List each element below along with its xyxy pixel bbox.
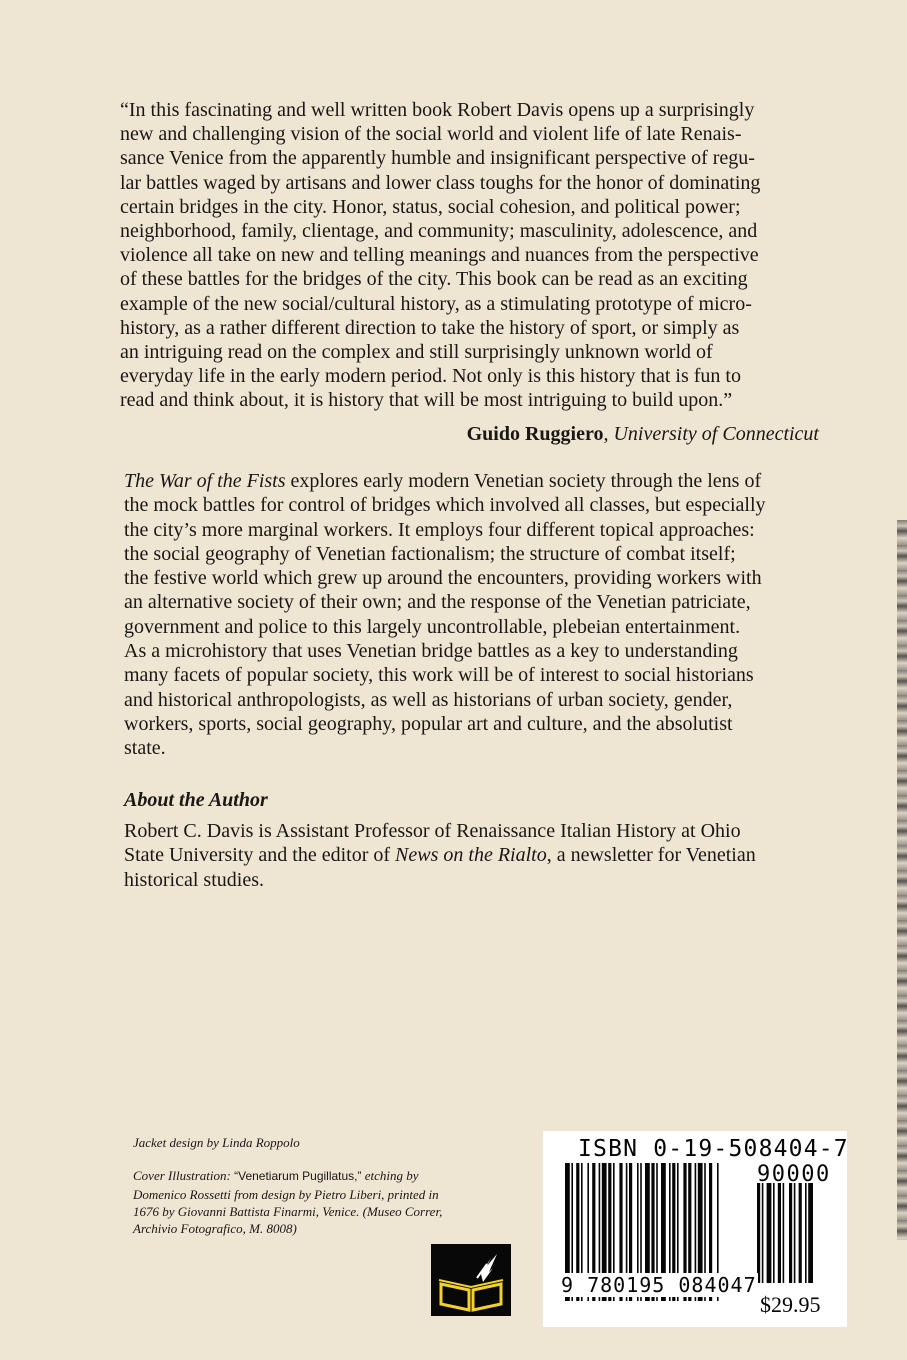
attribution-name: Guido Ruggiero [466, 423, 604, 445]
quote-line: certain bridges in the city. Honor, status, social cohesion, and political power; [120, 195, 741, 218]
description-line: the social geography of Venetian factionalism; the structure of combat itself; [124, 542, 736, 565]
description-line: the festive world which grew up around the encounters, providing workers with [124, 567, 762, 590]
book-title: The War of the Fists [124, 470, 286, 492]
addon-bar [789, 1183, 792, 1283]
addon-bar [757, 1183, 760, 1283]
description-line: many facets of popular society, this work will be of interest to social historians [124, 664, 754, 687]
cover-illustration-credit: Cover Illustration: “Venetiarum Pugillatus,” etching by [133, 1168, 419, 1184]
endorsement-quote [120, 98, 820, 413]
credit-line: Archivio Fotografico, M. 8008) [133, 1221, 297, 1237]
addon-bar [805, 1183, 807, 1283]
newsletter-title: News on the Rialto [395, 844, 547, 867]
addon-bar [794, 1183, 796, 1283]
addon-bar [767, 1183, 772, 1283]
quote-line: history, as a rather different direction to take the history of sport, or simply as [120, 316, 740, 339]
credit-line: 1676 by Giovanni Battista Finarmi, Venice. (Museo Correr, [133, 1203, 443, 1219]
description-line: workers, sports, social geography, popular art and culture, and the absolutist [124, 712, 733, 735]
quote-line: violence all take on new and telling meanings and nuances from the perspective [120, 244, 759, 267]
description-line: the mock battles for control of bridges which involved all classes, but especially [124, 494, 766, 517]
quote-line: lar battles waged by artisans and lower class toughs for the honor of dominating [120, 171, 761, 194]
quote-line: neighborhood, family, clientage, and community; masculinity, adolescence, and [120, 220, 758, 243]
addon-bar [783, 1183, 785, 1283]
addon-bar [773, 1183, 775, 1283]
quote-attribution [467, 422, 819, 446]
about-line: State University and the editor of News on the Rialto, a newsletter for Venetian [124, 844, 756, 867]
description-line: an alternative society of their own; and the response of the Venetian patriciate, [124, 591, 751, 614]
quote-line: “In this fascinating and well written book Robert Davis opens up a surprisingly [120, 99, 755, 121]
about-author-heading: About the Author [124, 789, 268, 811]
addon-bar [799, 1183, 802, 1283]
quote-line: sance Venice from the apparently humble and insignificant perspective of regu- [120, 147, 755, 170]
attribution-institution: University of Connecticut [613, 423, 819, 445]
description-line: and historical anthropologists, as well as historians of urban society, gender, [124, 688, 733, 711]
price-label: $29.95 [760, 1292, 821, 1317]
quote-line: read and think about, it is history that will be most intriguing to build upon.” [120, 389, 733, 412]
quote-line: an intriguing read on the complex and still surprisingly unknown world of [120, 341, 713, 364]
description-line: the city’s more marginal workers. It employs four different topical approaches: [124, 518, 755, 541]
description-line: As a microhistory that uses Venetian bridge battles as a key to understanding [124, 640, 738, 663]
book-description [124, 469, 820, 761]
credit-line: Domenico Rossetti from design by Pietro Liberi, printed in [133, 1186, 439, 1202]
description-line: The War of the Fists explores early modern Venetian society through the lens of [124, 470, 762, 492]
price-addon-code: 90000 [757, 1162, 831, 1187]
ean-number: 9 780195 084047 [561, 1273, 757, 1297]
description-line: state. [124, 737, 166, 760]
quote-line: example of the new social/cultural history, as a stimulating prototype of micro- [120, 292, 752, 315]
cover-art-edge [897, 520, 907, 1240]
addon-bar [778, 1183, 781, 1283]
quote-line: new and challenging vision of the social world and violent life of late Renais- [120, 123, 742, 146]
isbn-number: ISBN 0-19-508404-7 [578, 1136, 849, 1162]
about-line: historical studies. [124, 868, 264, 891]
addon-bar [762, 1183, 764, 1283]
about-author-text [124, 819, 820, 892]
publisher-logo [431, 1244, 511, 1316]
open-book-lightning-icon [431, 1244, 511, 1316]
jacket-credit: Jacket design by Linda Roppolo [133, 1135, 300, 1150]
quote-line: everyday life in the early modern period. Not only is this history that is fun to [120, 365, 741, 388]
quote-line: of these battles for the bridges of the city. This book can be read as an exciting [120, 268, 748, 291]
about-line: Robert C. Davis is Assistant Professor of Renaissance Italian History at Ohio [124, 820, 741, 842]
description-line: government and police to this largely uncontrollable, plebeian entertainment. [124, 615, 741, 638]
design-credits [133, 1134, 493, 1237]
addon-bar [808, 1183, 813, 1283]
attribution-separator: , [603, 423, 614, 445]
